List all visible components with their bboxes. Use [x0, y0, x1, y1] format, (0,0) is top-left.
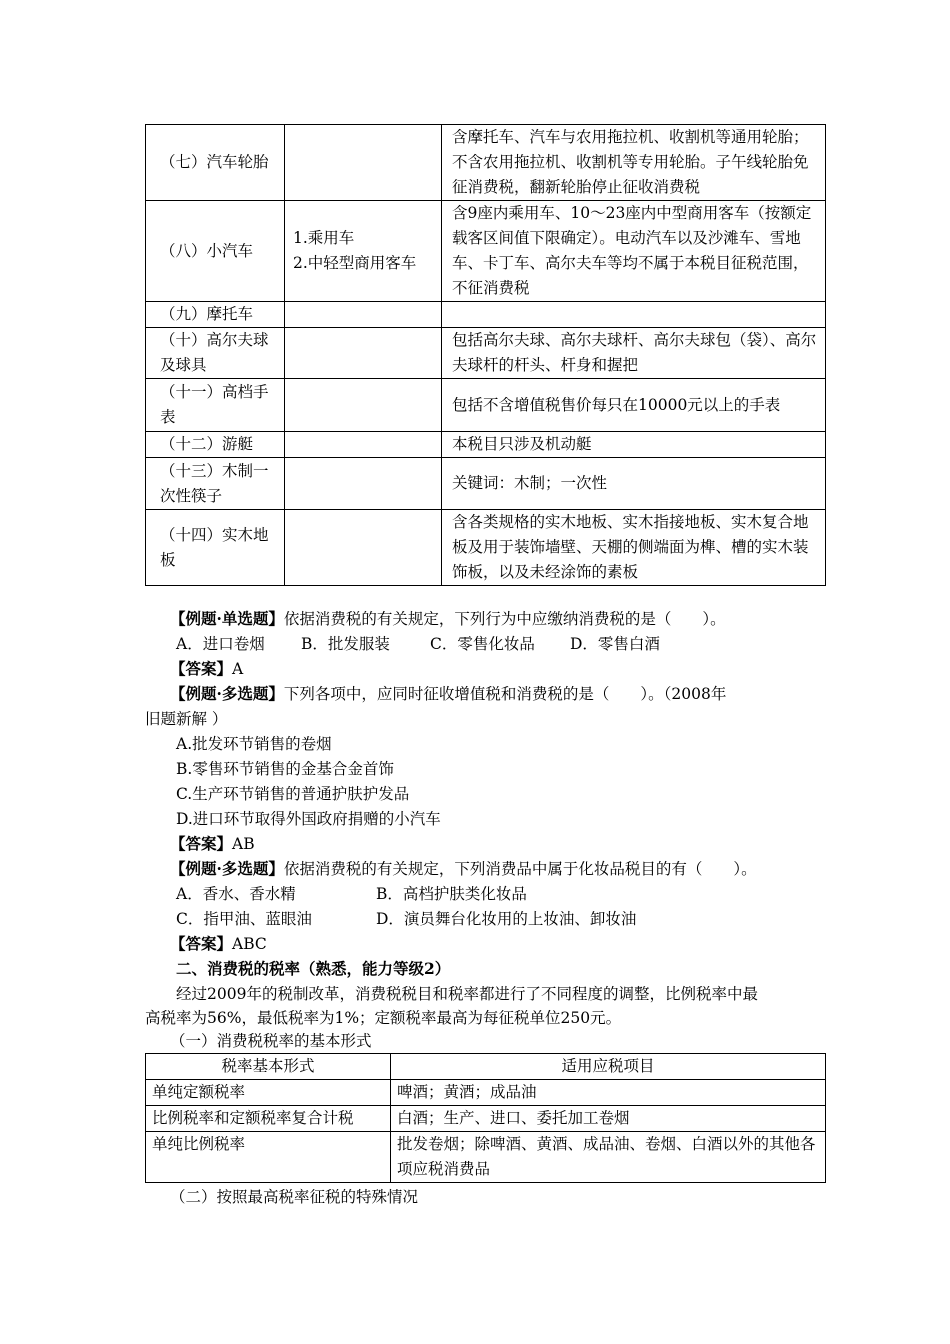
question-tag: 【例题·多选题】	[170, 684, 284, 703]
question-text: 依据消费税的有关规定，下列消费品中属于化妆品税目的有（ ）。	[283, 860, 757, 878]
paragraph-line: 经过2009年的税制改革，消费税税目和税率都进行了不同程度的调整，比例税率中最	[176, 985, 758, 1003]
answer-tag: 【答案】	[170, 934, 233, 953]
answer-value: AB	[232, 835, 255, 853]
option-c: C．零售化妆品	[430, 635, 535, 653]
item-name: （十二）游艇	[146, 432, 285, 458]
column-header: 适用应税项目	[391, 1054, 826, 1080]
table-row	[146, 458, 826, 510]
applicable-items: 白酒；生产、进口、委托加工卷烟	[391, 1106, 826, 1132]
sub-item: 1.乘用车	[293, 229, 355, 247]
subsection-heading: （一）消费税税率的基本形式	[170, 1032, 372, 1050]
item-sub	[285, 125, 442, 201]
paragraph-line: 高税率为56%，最低税率为1%；定额税率最高为每征税单位250元。	[145, 1009, 622, 1027]
answer-tag: 【答案】	[170, 659, 233, 678]
table-row	[146, 432, 826, 458]
option-a: A．进口卷烟	[176, 635, 265, 653]
item-desc: 包括高尔夫球、高尔夫球杆、高尔夫球包（袋）、高尔夫球杆的杆头、杆身和握把	[442, 328, 826, 379]
question-stem	[170, 859, 757, 879]
question-text: 依据消费税的有关规定，下列行为中应缴纳消费税的是（ ）。	[283, 610, 726, 628]
applicable-items: 批发卷烟；除啤酒、黄酒、成品油、卷烟、白酒以外的其他各项应税消费品	[391, 1132, 826, 1183]
item-desc: 本税目只涉及机动艇	[442, 432, 826, 458]
applicable-items: 啤酒；黄酒；成品油	[391, 1080, 826, 1106]
table-row	[146, 1132, 826, 1183]
option-d: D．零售白酒	[570, 635, 660, 653]
table-row	[146, 510, 826, 586]
item-sub	[285, 328, 442, 379]
item-name: （十三）木制一次性筷子	[146, 458, 285, 510]
answer-line	[170, 834, 255, 854]
tax-rate-forms-table	[145, 1053, 826, 1183]
item-name: （九）摩托车	[146, 302, 285, 328]
item-name: （十一）高档手表	[146, 379, 285, 432]
option-d: D．演员舞台化妆用的上妆油、卸妆油	[376, 910, 637, 928]
item-desc: 关键词：木制；一次性	[442, 458, 826, 510]
item-name: （十四）实木地板	[146, 510, 285, 586]
table-row	[146, 125, 826, 201]
table-row	[146, 1080, 826, 1106]
item-desc: 含9座内乘用车、10～23座内中型商用客车（按额定载客区间值下限确定）。电动汽车以及沙滩车、雪地车、卡丁车、高尔夫车等均不属于本税目征税范围，不征消费税	[442, 201, 826, 302]
item-desc	[442, 302, 826, 328]
item-sub	[285, 302, 442, 328]
item-sub	[285, 458, 442, 510]
column-header: 税率基本形式	[146, 1054, 391, 1080]
item-sub	[285, 379, 442, 432]
option-b: B.零售环节销售的金基合金首饰	[176, 760, 394, 778]
question-text: 下列各项中，应同时征收增值税和消费税的是（ ）。（2008年	[283, 685, 727, 703]
question-stem-cont: 旧题新解 ）	[145, 710, 228, 728]
subsection-heading: （二）按照最高税率征税的特殊情况	[170, 1188, 419, 1206]
answer-value: ABC	[232, 935, 267, 953]
table-row	[146, 328, 826, 379]
question-tag: 【例题·多选题】	[170, 859, 284, 878]
table-row	[146, 379, 826, 432]
option-a: A．香水、香水精	[176, 885, 296, 903]
answer-value: A	[232, 660, 244, 678]
rate-form: 单纯定额税率	[146, 1080, 391, 1106]
item-sub	[285, 201, 442, 302]
option-b: B．批发服装	[301, 635, 390, 653]
rate-form: 单纯比例税率	[146, 1132, 391, 1183]
option-c: C.生产环节销售的普通护肤护发品	[176, 785, 410, 803]
item-desc: 含摩托车、汽车与农用拖拉机、收割机等通用轮胎；不含农用拖拉机、收割机等专用轮胎。子午线轮胎免征消费税，翻新轮胎停止征收消费税	[442, 125, 826, 201]
answer-line	[170, 934, 267, 954]
option-b: B．高档护肤类化妆品	[376, 885, 527, 903]
item-name: （十）高尔夫球及球具	[146, 328, 285, 379]
option-d: D.进口环节取得外国政府捐赠的小汽车	[176, 810, 441, 828]
table-header-row	[146, 1054, 826, 1080]
table-row	[146, 1106, 826, 1132]
question-stem	[170, 684, 726, 704]
section-heading: 二、消费税的税率（熟悉，能力等级2）	[176, 959, 451, 978]
table-row	[146, 302, 826, 328]
question-tag: 【例题·单选题】	[170, 609, 284, 628]
item-desc: 含各类规格的实木地板、实木指接地板、实木复合地板及用于装饰墙壁、天棚的侧端面为榫、槽的实木装饰板，以及未经涂饰的素板	[442, 510, 826, 586]
option-c: C．指甲油、蓝眼油	[176, 910, 312, 928]
item-sub	[285, 510, 442, 586]
item-sub	[285, 432, 442, 458]
option-a: A.批发环节销售的卷烟	[176, 735, 332, 753]
answer-tag: 【答案】	[170, 834, 233, 853]
item-desc: 包括不含增值税售价每只在10000元以上的手表	[442, 379, 826, 432]
answer-line	[170, 659, 243, 679]
sub-item: 2.中轻型商用客车	[293, 254, 417, 272]
item-name: （八）小汽车	[146, 201, 285, 302]
rate-form: 比例税率和定额税率复合计税	[146, 1106, 391, 1132]
tax-items-table	[145, 124, 826, 586]
question-stem	[170, 609, 726, 629]
table-row	[146, 201, 826, 302]
item-name: （七）汽车轮胎	[146, 125, 285, 201]
